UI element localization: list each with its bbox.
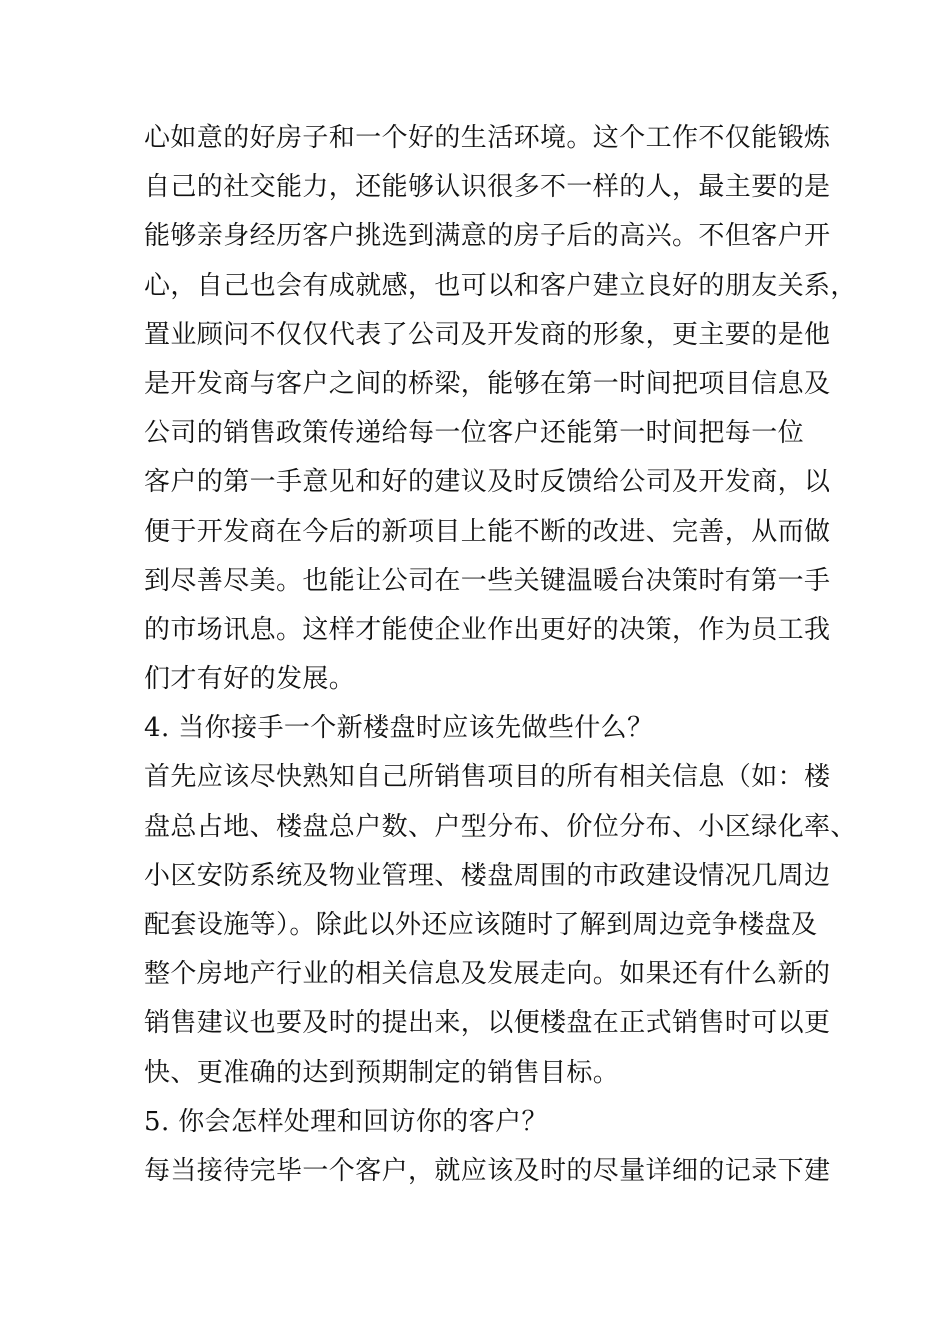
text-line: 心如意的好房子和一个好的生活环境。这个工作不仅能锻炼 <box>144 123 831 153</box>
text-line: 销售建议也要及时的提出来，以便楼盘在正式销售时可以更 <box>144 1008 831 1039</box>
text-line: 公司的销售政策传递给每一位客户还能第一时间把每一位 <box>144 418 805 449</box>
text-line: 自己的社交能力，还能够认识很多不一样的人，最主要的是 <box>144 172 831 203</box>
text-line: 快、更准确的达到预期制定的销售目标。 <box>144 1057 620 1088</box>
text-line: 们才有好的发展。 <box>144 664 356 695</box>
document-body <box>144 114 857 1196</box>
text-line: 配套设施等）。除此以外还应该随时了解到周边竞争楼盘及 <box>144 910 818 940</box>
question-heading-5: 5. 你会怎样处理和回访你的客户？ <box>144 1106 548 1137</box>
text-line: 是开发商与客户之间的桥梁，能够在第一时间把项目信息及 <box>144 368 831 399</box>
text-line: 小区安防系统及物业管理、楼盘周围的市政建设情况几周边 <box>144 860 831 891</box>
text-line: 能够亲身经历客户挑选到满意的房子后的高兴。不但客户开 <box>144 221 831 252</box>
text-line: 客户的第一手意见和好的建议及时反馈给公司及开发商，以 <box>144 467 831 498</box>
text-line: 整个房地产行业的相关信息及发展走向。如果还有什么新的 <box>144 959 831 990</box>
question-heading-4: 4. 当你接手一个新楼盘时应该先做些什么？ <box>144 713 654 744</box>
text-line: 盘总占地、楼盘总户数、户型分布、价位分布、小区绿化率、 <box>144 811 857 842</box>
text-line: 每当接待完毕一个客户，就应该及时的尽量详细的记录下建 <box>144 1155 831 1186</box>
text-line: 的市场讯息。这样才能使企业作出更好的决策，作为员工我 <box>144 614 831 645</box>
text-line: 便于开发商在今后的新项目上能不断的改进、完善，从而做 <box>144 516 831 547</box>
text-line: 首先应该尽快熟知自己所销售项目的所有相关信息（如：楼 <box>144 762 831 793</box>
text-line: 置业顾问不仅仅代表了公司及开发商的形象，更主要的是他 <box>144 319 831 350</box>
text-line: 心，自己也会有成就感，也可以和客户建立良好的朋友关系， <box>144 270 857 301</box>
text-line: 到尽善尽美。也能让公司在一些关键温暖台决策时有第一手 <box>144 565 831 596</box>
